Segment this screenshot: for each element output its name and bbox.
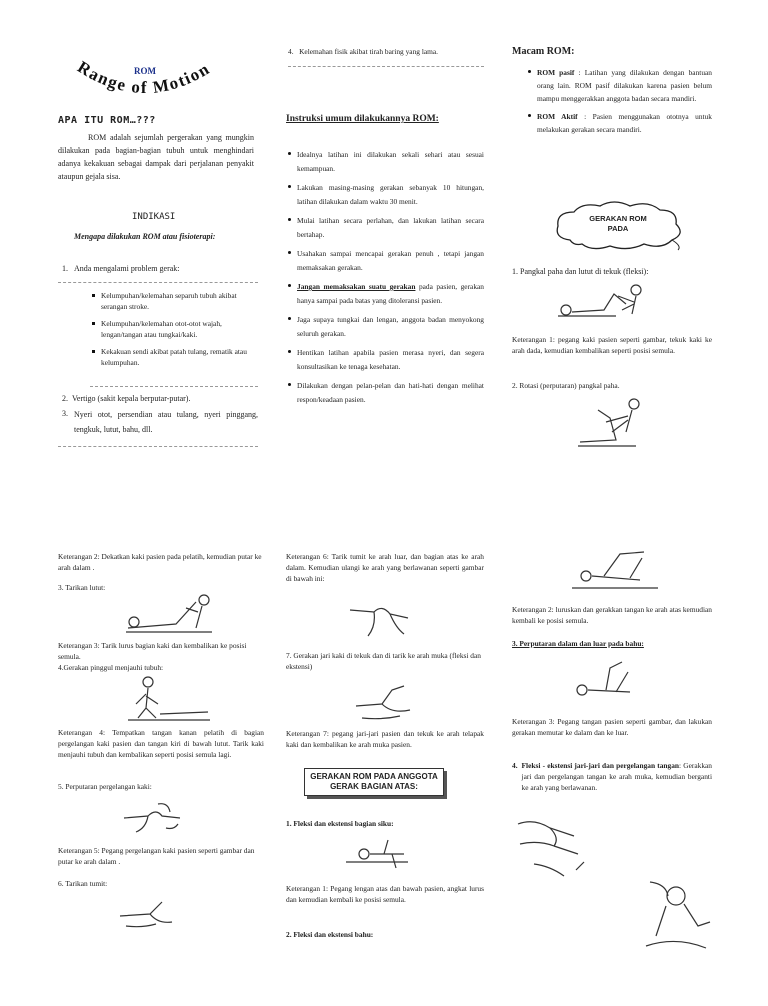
- illustration-hip-rotation: [576, 396, 656, 450]
- keterangan-5: Keterangan 5: Pegang pergelangan kaki pasien seperti gambar dan putar ke arah dalam .: [58, 846, 255, 866]
- instruksi-heading: Instruksi umum dilakukannya ROM:: [286, 114, 439, 124]
- subitem: Kekakuan sendi akibat patah tulang, rematik atau kelumpuhan.: [92, 346, 252, 368]
- keterangan-3-shoulder: Keterangan 3: Pegang tangan pasien seperti gambar, dan lakukan gerakan memutar ke dalam dan ke luar.: [512, 717, 712, 737]
- illustration-heel-pull: [116, 892, 180, 932]
- item-number: 1.: [62, 264, 68, 273]
- subitem: Kelumpuhan/kelemahan separuh tubuh akibat serangan stroke.: [92, 290, 252, 312]
- logo-main-text: Range of Motion: [74, 57, 214, 98]
- keterangan-7: Keterangan 7: pegang jari-jari pasien dan tekuk ke arah telapak kaki dan kembalikan ke arah muka pasien.: [286, 729, 484, 749]
- keterangan-2-shoulder: Keterangan 2: luruskan dan gerakkan tangan ke arah atas kemudian kembali ke posisi semula.: [512, 605, 712, 625]
- illustration-finger-flexion: [514, 814, 588, 884]
- elbow-flexion-drawing: [344, 832, 410, 876]
- item-text: Anda mengalami problem gerak:: [74, 264, 180, 273]
- finger-flexion-drawing: [514, 814, 588, 884]
- hip-flexion-drawing: [556, 282, 656, 322]
- ankle-rotation-drawing: [118, 798, 188, 836]
- hip-abduction-drawing: [124, 674, 214, 722]
- sub-1-label: 1. Fleksi dan ekstensi bagian siku:: [286, 819, 394, 828]
- indikasi-item-2: 2. Vertigo (sakit kepala berputar-putar).: [62, 394, 191, 403]
- indikasi-heading: INDIKASI: [132, 212, 176, 222]
- keterangan-3: Keterangan 3: Tarik lurus bagian kaki dan kembalikan ke posisi semula.: [58, 641, 247, 661]
- illustration-wrist-flexion: [636, 876, 714, 952]
- wrist-flexion-drawing: [636, 876, 714, 952]
- divider: [90, 386, 258, 387]
- instruksi-item: Idealnya latihan ini dilakukan sekali sehari atau sesuai kemampuan.: [288, 148, 484, 176]
- illustration-knee-pull: [126, 594, 216, 634]
- hip-rotation-drawing: [576, 396, 656, 450]
- step-7-label: 7. Gerakan jari kaki di tekuk dan di tarik ke arah muka (fleksi dan ekstensi): [286, 651, 481, 671]
- keterangan-1: Keterangan 1: pegang kaki pasien seperti gambar, tekuk kaki ke arah dada, kemudian kembalikan seperti posisi semula.: [512, 335, 712, 355]
- divider: [58, 446, 258, 447]
- step-5-label: 5. Perputaran pergelangan kaki:: [58, 782, 152, 791]
- keterangan-1-upper: Keterangan 1: Pegang lengan atas dan bawah pasien, angkat lurus dan kemudian kembali ke posisi semula.: [286, 884, 484, 904]
- sub-3-label: 3. Perputaran dalam dan luar pada bahu:: [512, 639, 644, 648]
- divider: [288, 66, 484, 67]
- step-6-label: 6. Tarikan tumit:: [58, 879, 108, 888]
- step-3-label: 3. Tarikan lutut:: [58, 583, 106, 592]
- indikasi-item-4: 4. Kelemahan fisik akibat tirah baring yang lama.: [288, 47, 439, 56]
- instruksi-list: [288, 148, 484, 407]
- illustration-ankle-rotation: [118, 798, 188, 836]
- shoulder-rotation-drawing: [570, 656, 640, 704]
- what-is-rom-heading: APA ITU ROM…???: [58, 115, 156, 126]
- divider: [58, 282, 258, 283]
- indikasi-question: Mengapa dilakukan ROM atau fisioterapi:: [74, 232, 216, 241]
- keterangan-6: Keterangan 6: Tarik tumit ke arah luar, dan bagian atas ke arah dalam. Kemudian ulangi ke arah yang berlawanan seperti gambar di bawah ini:: [286, 552, 484, 583]
- rom-pasif-item: ROM pasif : Latihan yang dilakukan dengan bantuan orang lain. ROM pasif dilakukan karena pasien belum mampu menggerakkan anggota badan secara mandiri.: [528, 66, 712, 105]
- sub-2-label: 2. Fleksi dan ekstensi bahu:: [286, 930, 374, 939]
- indikasi-item-1: [62, 262, 258, 275]
- illustration-toe-flexion: [352, 676, 422, 724]
- instruksi-item: Usahakan sampai mencapai gerakan penuh , tetapi jangan memaksakan gerakan.: [288, 247, 484, 275]
- heel-direction-drawing: [346, 596, 416, 640]
- shoulder-flexion-drawing: [570, 546, 660, 592]
- heel-pull-drawing: [116, 892, 180, 932]
- instruksi-item: Jaga supaya tungkai dan lengan, anggota badan menyokong seluruh gerakan.: [288, 313, 484, 341]
- rom-intro-paragraph: ROM adalah sejumlah pergerakan yang mungkin dilakukan pada bagian-bagian tubuh untuk menghindari adanya kekakuan sebagai dampak dari perjalanan penyakit ataupun gejala sisa.: [58, 133, 254, 181]
- step-1-label: 1. Pangkal paha dan lutut di tekuk (fleksi):: [512, 267, 649, 276]
- indikasi-item-3: 3. Nyeri otot, persendian atau tulang, nyeri pinggang, tengkuk, lutut, bahu, dll.: [62, 409, 258, 434]
- illustration-shoulder-flexion: [570, 546, 660, 592]
- cloud-banner: [548, 200, 688, 254]
- subitem: Kelumpuhan/kelemahan otot-otot wajah, lengan/tangan atau tungkai/kaki.: [92, 318, 252, 340]
- toe-flexion-drawing: [352, 676, 422, 724]
- instruksi-item: Dilakukan dengan pelan-pelan dan hati-hati dengan melihat respon/keadaan pasien.: [288, 379, 484, 407]
- logo: [60, 52, 230, 112]
- keterangan-2-leg: Keterangan 2: Dekatkan kaki pasien pada pelatih, kemudian putar ke arah dalam .: [58, 552, 262, 572]
- keterangan-4: Keterangan 4: Tempatkan tangan kanan pelatih di bagian pergelangan kaki pasien dan tangan kiri di bawah lutut. Tarik kaki menjauhi tubuh dan kembalikan seperti posisi semula lagi.: [58, 728, 264, 759]
- instruksi-item: Mulai latihan secara perlahan, dan lakukan latihan secara bertahap.: [288, 214, 484, 242]
- illustration-hip-flexion: [556, 282, 656, 322]
- sub-4-item: 4. Fleksi - ekstensi jari-jari dan pergelangan tangan: Gerakkan jari dan pergelangan tangan ke arah muka, kemudian berganti ke arah yang berlawanan.: [512, 761, 712, 792]
- illustration-elbow-flexion: [344, 832, 410, 876]
- logo-sub-text: ROM: [134, 66, 156, 76]
- upper-limb-section-box: GERAKAN ROM PADA ANGGOTA GERAK BAGIAN ATAS:: [304, 768, 444, 796]
- step-4-label: 4.Gerakan pinggul menjauhi tubuh:: [58, 663, 164, 672]
- rom-aktif-item: ROM Aktif : Pasien menggunakan ototnya untuk melakukan gerakan secara mandiri.: [528, 110, 712, 136]
- svg-text:Range of Motion: [74, 57, 213, 97]
- instruksi-item: Lakukan masing-masing gerakan sebanyak 10 hitungan, latihan dilakukan dalam waktu 30 menit.: [288, 181, 484, 209]
- knee-pull-drawing: [126, 594, 216, 634]
- macam-rom-list: [528, 66, 712, 136]
- macam-rom-heading: Macam ROM:: [512, 46, 575, 57]
- instruksi-item: Hentikan latihan apabila pasien merasa nyeri, dan segera konsultasikan ke tenaga kesehatan.: [288, 346, 484, 374]
- step-2-label: 2. Rotasi (perputaran) pangkal paha.: [512, 381, 620, 390]
- illustration-hip-abduction: [124, 674, 214, 722]
- logo-arc-text: [60, 52, 230, 112]
- illustration-heel-direction: [346, 596, 416, 640]
- illustration-shoulder-rotation: [570, 656, 640, 704]
- instruksi-item: Jangan memaksakan suatu gerakan pada pasien, gerakan hanya sampai pada batas yang ditoleransi pasien.: [288, 280, 484, 308]
- cloud-text: GERAKAN ROM PADA: [589, 214, 647, 233]
- problem-subitems: [92, 290, 252, 368]
